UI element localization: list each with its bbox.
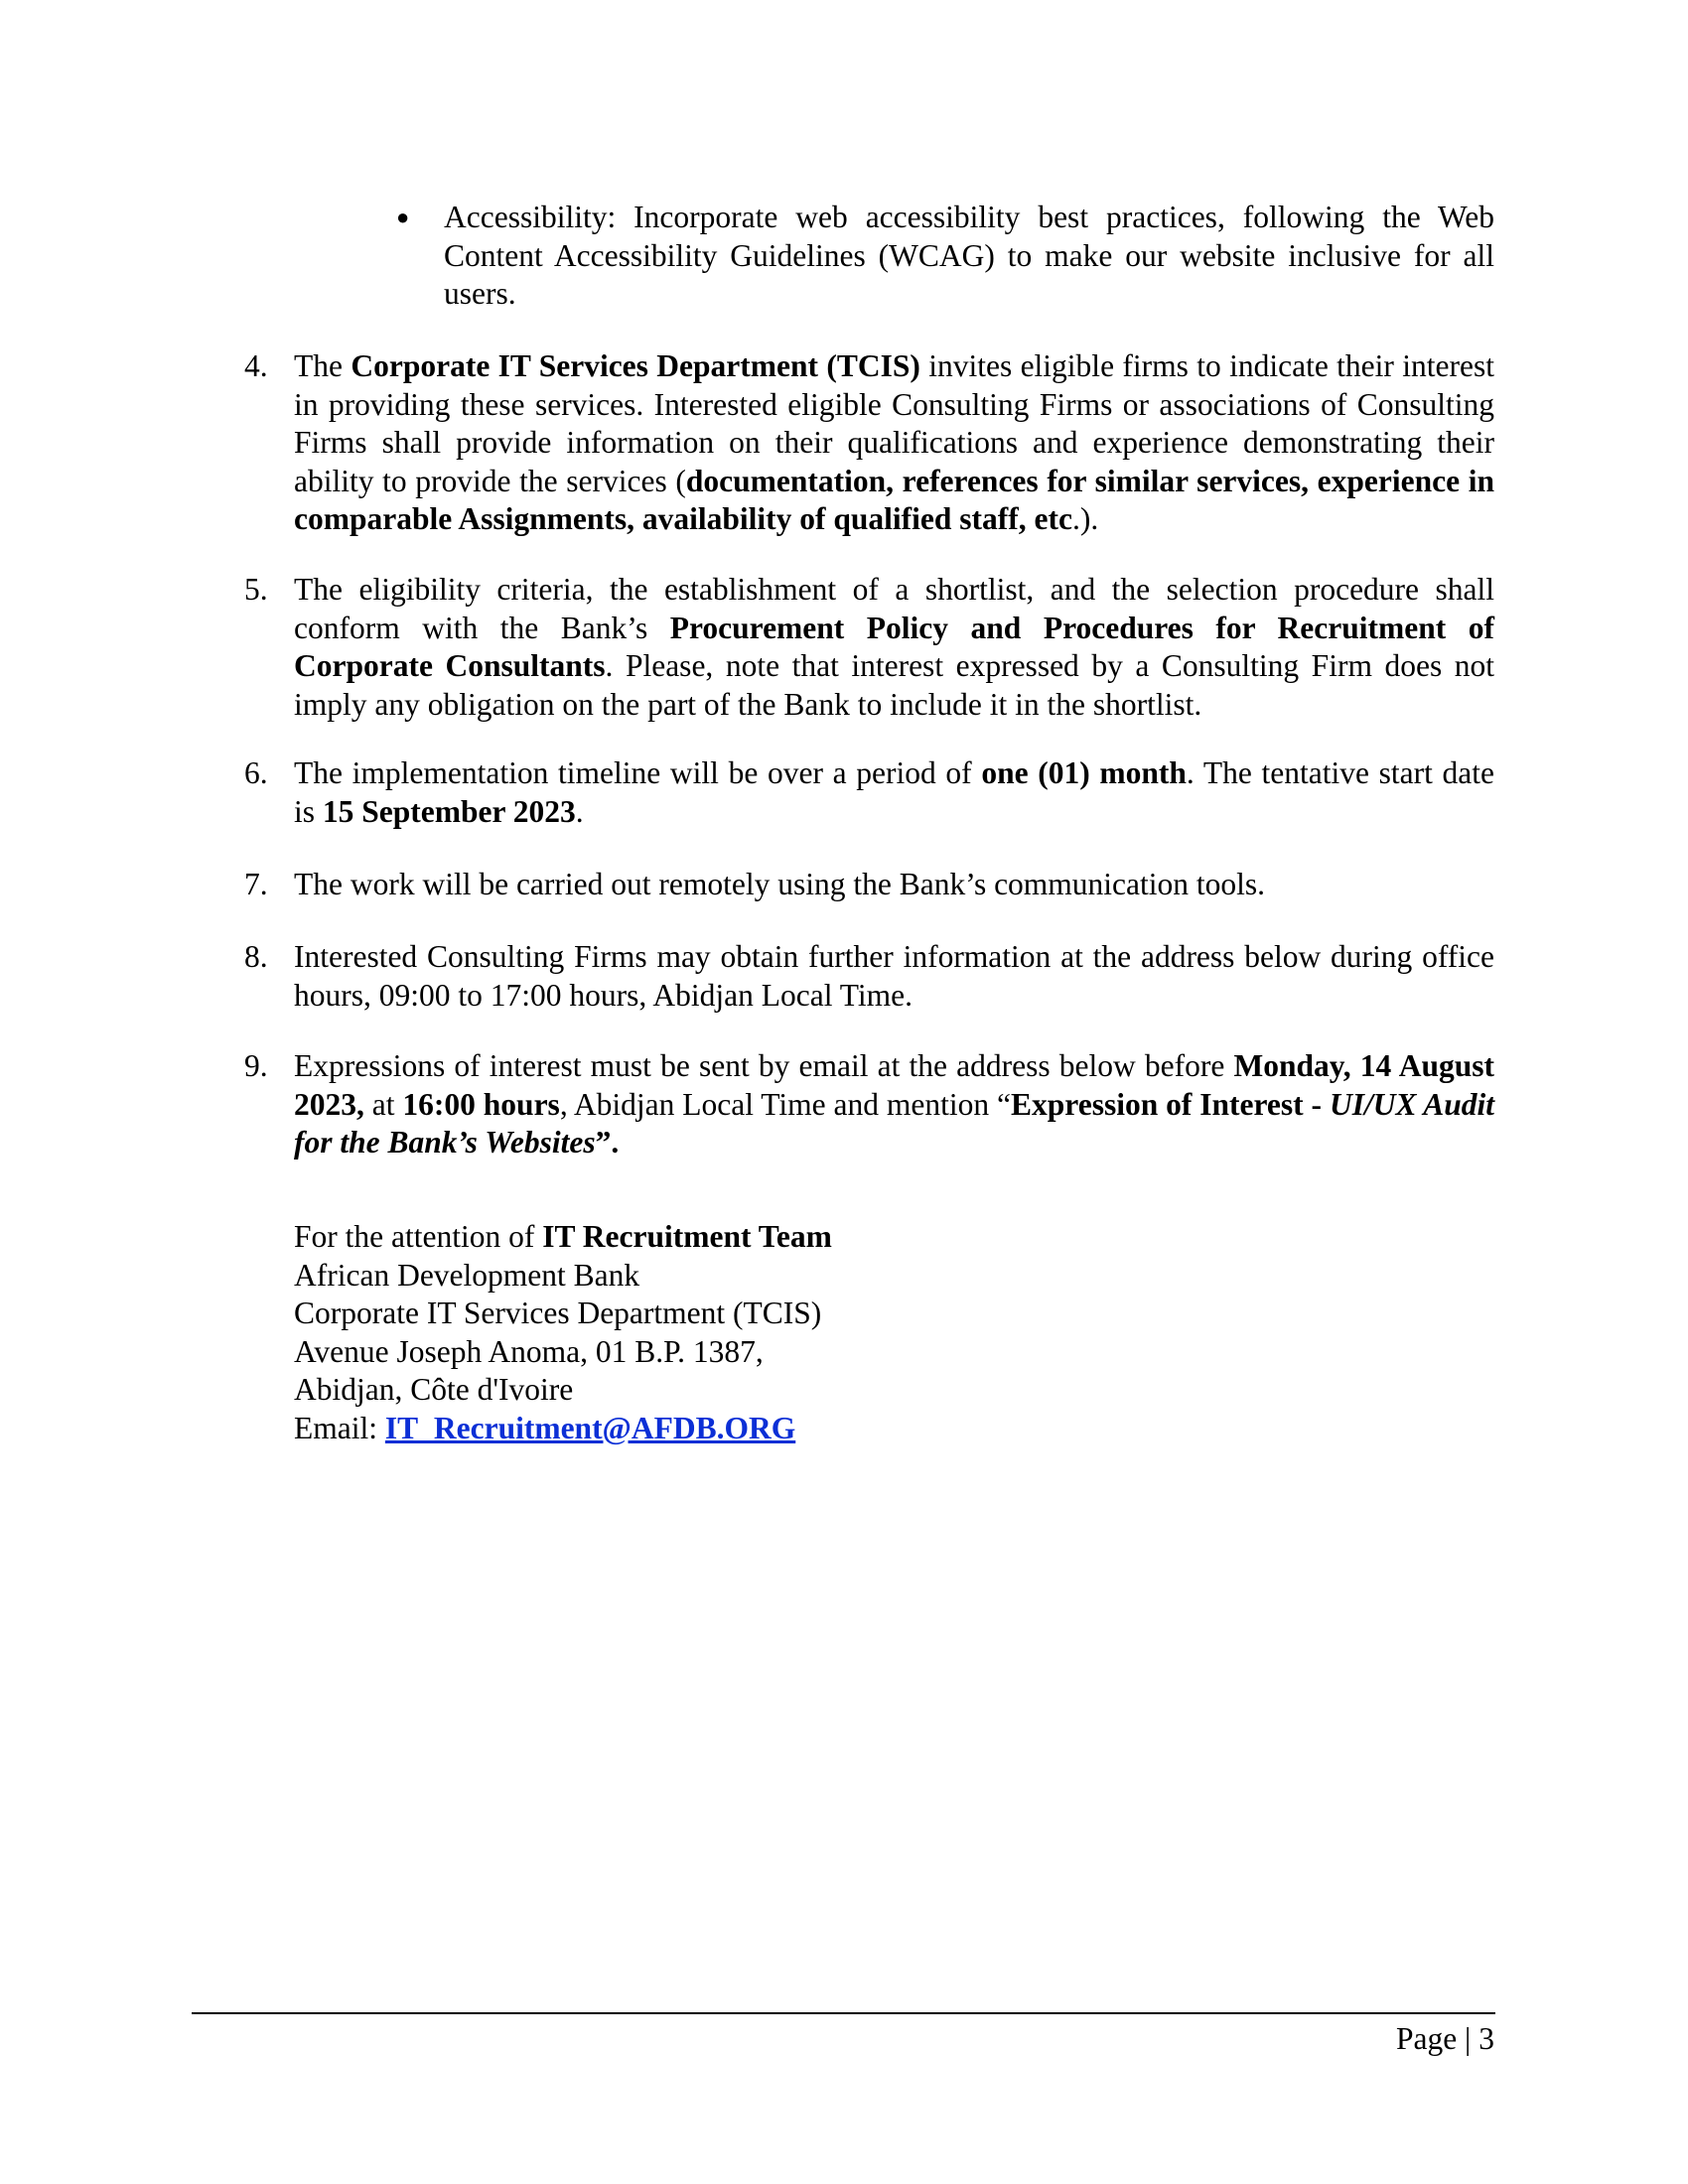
item-text: The implementation timeline will be over a period of [294, 755, 982, 790]
item-bold-text: documentation, references for similar services, experience in comparable Assignments, availability of qualified staff, etc [294, 463, 1494, 536]
item-text: . [575, 793, 584, 829]
list-number: 4. [244, 348, 268, 383]
bullet-icon: ● [396, 205, 410, 229]
email-link[interactable]: IT_Recruitment@AFDB.ORG [384, 1410, 796, 1445]
item-bold-text: Monday, 14 August 2023, [294, 1048, 1494, 1122]
list-number: 5. [244, 572, 268, 607]
list-item-9 [244, 1047, 1494, 1162]
item-text: , Abidjan Local Time and mention “ [559, 1086, 1012, 1122]
item-bold-text: Corporate IT Services Department (TCIS) [351, 348, 920, 383]
item-bold-text: one (01) month [981, 755, 1187, 790]
list-item-6 [244, 754, 1494, 831]
list-item-7 [244, 866, 1494, 904]
item-text: The [294, 348, 352, 383]
list-number: 6. [244, 755, 268, 790]
address-line: African Development Bank [294, 1257, 640, 1293]
list-number: 8. [244, 939, 268, 974]
email-label: Email: [294, 1410, 385, 1445]
item-text: invites eligible firms to indicate their interest in providing these services. Interested eligible Consulting Firms or associations of Consulting Firms shall provide information on their qualifications and experience demonstrating their ability to provide the services ( [294, 348, 1494, 498]
address-line: Abidjan, Côte d'Ivoire [294, 1372, 574, 1407]
contact-address-block [294, 1218, 1188, 1447]
address-line: Corporate IT Services Department (TCIS) [294, 1296, 822, 1330]
list-item-4 [244, 347, 1494, 539]
item-text: The work will be carried out remotely using the Bank’s communication tools. [294, 867, 1266, 901]
attention-line [294, 1218, 1188, 1257]
item-text: Interested Consulting Firms may obtain further information at the address below during office hours, 09:00 to 17:00 hours, Abidjan Local Time. [294, 939, 1494, 1013]
item-text: .). [1071, 501, 1099, 536]
item-bold-text: Expression of Interest - [1011, 1086, 1330, 1122]
address-line: Avenue Joseph Anoma, 01 B.P. 1387, [294, 1333, 764, 1369]
footer-divider [192, 2012, 1495, 2014]
list-item-8 [244, 938, 1494, 1015]
item-text: Expressions of interest must be sent by email at the address below before [294, 1048, 1234, 1083]
item-bold-text: 16:00 hours [402, 1086, 560, 1122]
list-number: 9. [244, 1048, 268, 1083]
item-text: . The tentative start date is [294, 755, 1494, 829]
item-bold-text: ”. [595, 1125, 620, 1160]
list-item-5 [244, 571, 1494, 724]
item-text: . Please, note that interest expressed by a Consulting Firm does not imply any obligation on the part of the Bank to include it in the shortlist. [294, 648, 1494, 722]
email-line [294, 1410, 1188, 1448]
attention-prefix: For the attention of [294, 1219, 543, 1254]
item-bold-text: Procurement Policy and Procedures for Recruitment of Corporate Consultants [294, 610, 1494, 683]
list-number: 7. [244, 867, 268, 901]
item-bold-italic-text: UI/UX Audit for the Bank’s Websites [294, 1086, 1494, 1160]
bullet-text: Accessibility: Incorporate web accessibility best practices, following the Web Content Accessibility Guidelines (WCAG) to make our website inclusive for all users. [444, 200, 1494, 311]
item-bold-text: 15 September 2023 [322, 793, 576, 829]
item-text: The eligibility criteria, the establishment of a shortlist, and the selection procedure shall conform with the Bank’s [294, 572, 1494, 645]
bullet-item-accessibility [396, 199, 1494, 314]
attention-name: IT Recruitment Team [542, 1219, 832, 1254]
item-text: at [363, 1086, 403, 1122]
page-number: Page | 3 [1395, 2021, 1494, 2056]
